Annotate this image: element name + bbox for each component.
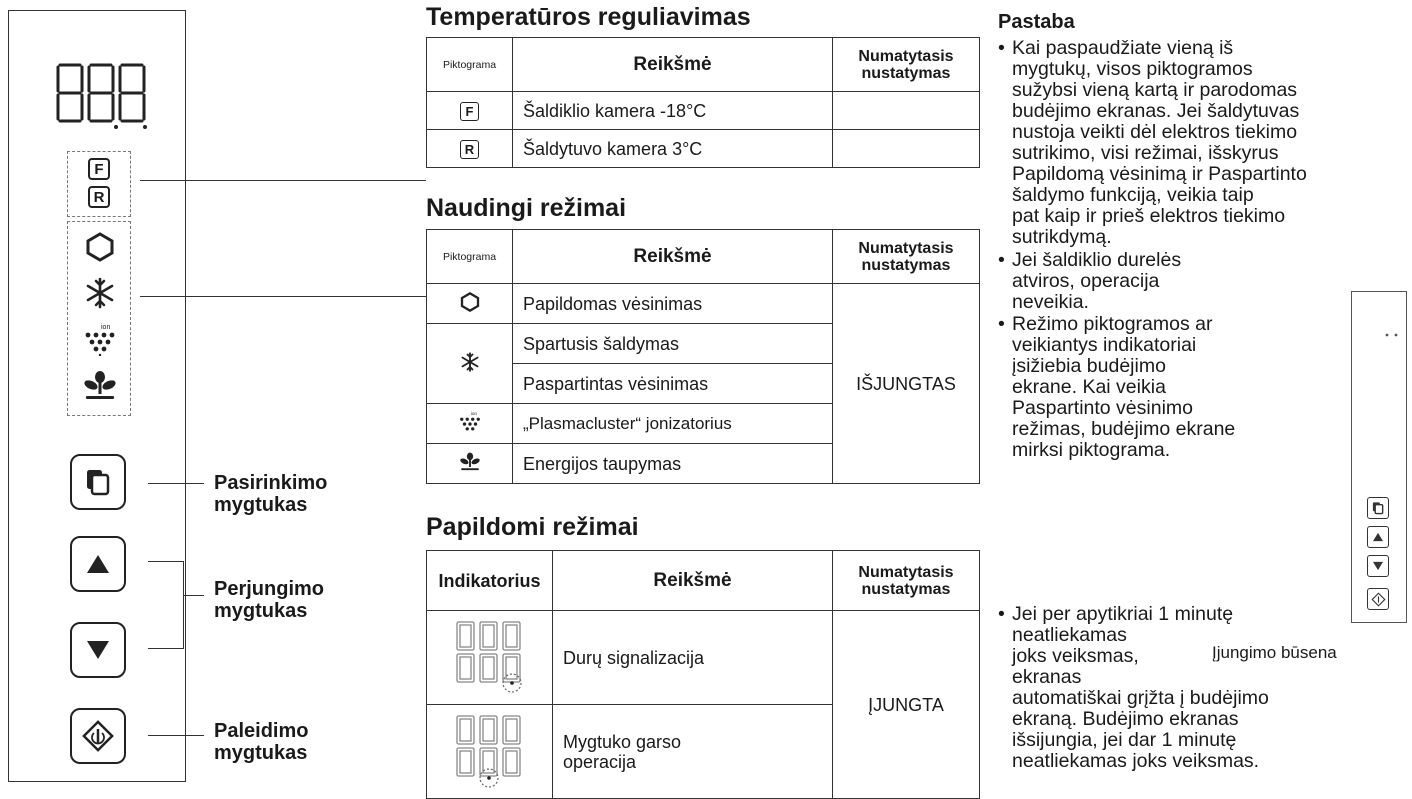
start-button[interactable] <box>70 708 126 764</box>
seven-segment-display <box>55 61 147 131</box>
col-header-value: Reikšmė <box>553 551 833 611</box>
bullet-dot: • <box>998 249 1005 271</box>
col-header-indicator: Indikatorius <box>427 551 553 611</box>
bullet-dot: • <box>998 37 1005 59</box>
row-value: Durų signalizacija <box>553 611 833 705</box>
note-title: Pastaba <box>998 11 1075 33</box>
snowflake-icon <box>84 277 116 309</box>
triangle-down-icon <box>85 639 111 661</box>
mini-panel <box>1351 291 1407 623</box>
col-header-icon: Piktograma <box>427 38 513 92</box>
temp-heading: Temperatūros reguliavimas <box>426 3 751 31</box>
hexagon-icon <box>85 232 115 262</box>
leader-line-down <box>148 648 184 649</box>
table-row <box>427 92 980 130</box>
hexagon-icon <box>460 292 480 312</box>
row-default: ĮJUNGTA <box>833 611 980 799</box>
row-default <box>833 92 980 130</box>
useful-heading: Naudingi režimai <box>426 194 627 222</box>
col-header-icon: Piktograma <box>427 230 513 284</box>
up-button[interactable] <box>70 536 126 592</box>
leaf-icon <box>459 452 481 472</box>
leader-line-up <box>148 561 184 562</box>
door-alarm-display-icon <box>455 618 525 694</box>
leaf-icon <box>83 370 117 402</box>
control-panel <box>8 10 186 782</box>
row-value: Šaldiklio kamera -18°C <box>513 92 833 130</box>
zone-icon-group <box>67 151 131 217</box>
svg-text:ion: ion <box>101 324 111 331</box>
row-default: IŠJUNGTAS <box>833 284 980 484</box>
extra-heading: Papildomi režimai <box>426 513 639 541</box>
mini-select-button <box>1367 497 1389 519</box>
col-header-default: Numatytasis nustatymas <box>833 551 980 611</box>
col-header-default: Numatytasis nustatymas <box>833 38 980 92</box>
mini-panel-caption: Įjungimo būsena <box>1212 643 1337 662</box>
table-row <box>427 611 980 705</box>
ion-icon <box>459 410 481 434</box>
row-value: Šaldytuvo kamera 3°C <box>513 130 833 168</box>
leader-line-switch <box>183 595 204 596</box>
col-header-value: Reikšmė <box>513 38 833 92</box>
bullet-dot: • <box>998 603 1005 625</box>
temp-table <box>426 37 980 168</box>
start-icon <box>1371 592 1386 607</box>
select-button[interactable] <box>70 454 126 510</box>
down-button[interactable] <box>70 622 126 678</box>
note-bullet-2: • Jei šaldiklio durelės atviros, operacija neveikia. <box>998 249 1182 313</box>
row-value: Papildomas vėsinimas <box>513 284 833 324</box>
freezer-zone-icon: F <box>88 158 110 180</box>
note-bullet-4: • Jei per apytikriai 1 minutę neatliekamas joks veiksmas, ekranas automatiškai grįžta į budėjimo ekraną. Budėjimo ekranas išsijungia, jei dar 1 minutę neatliekamas joks veiksmas. <box>998 603 1269 772</box>
triangle-up-icon <box>85 553 111 575</box>
leader-line-start <box>148 735 204 736</box>
button-sound-display-icon <box>455 712 525 788</box>
leader-line-select <box>148 483 204 484</box>
note-bullet-3: • Režimo piktogramos ar veikiantys indikatoriai įsižiebia budėjimo ekrane. Kai veikia Paspartinto vėsinimo režimas, budėjimo ekrane mirksi piktograma. <box>998 313 1236 461</box>
snowflake-icon <box>460 352 480 372</box>
select-icon <box>83 467 113 497</box>
row-value: Mygtuko garso operacija <box>553 705 833 799</box>
note-bullet-1: • Kai paspaudžiate vieną iš mygtukų, visos piktogramos sužybsi vieną kartą ir parodomas budėjimo ekranas. Jei šaldytuvas nustoja veikti dėl elektros tiekimo sutrikimo, visi režimai, išskyrus Papildomą vėsinimą ir Paspartinto šaldymo funkciją, veikia taip pat kaip ir prieš elektros tiekimo sutrikdymą. <box>998 37 1307 248</box>
select-button-label: Pasirinkimo mygtukas <box>214 472 328 516</box>
mode-icon-group <box>67 221 131 416</box>
row-value: „Plasmacluster“ jonizatorius <box>513 404 833 444</box>
freezer-zone-icon: F <box>460 102 479 121</box>
col-header-value: Reikšmė <box>513 230 833 284</box>
mini-down-button <box>1367 555 1389 577</box>
leader-line-zone <box>140 180 426 181</box>
select-icon <box>1371 501 1385 515</box>
fridge-zone-icon: R <box>88 186 110 208</box>
extra-table <box>426 550 980 799</box>
switch-button-label: Perjungimo mygtukas <box>214 578 325 622</box>
bullet-dot: • <box>998 313 1005 335</box>
table-row <box>427 130 980 168</box>
row-value: Spartusis šaldymas <box>513 324 833 364</box>
useful-table <box>426 229 980 484</box>
mini-up-button <box>1367 526 1389 548</box>
triangle-down-icon <box>1372 561 1384 571</box>
col-header-default: Numatytasis nustatymas <box>833 230 980 284</box>
row-value: Paspartintas vėsinimas <box>513 364 833 404</box>
row-value: Energijos taupymas <box>513 444 833 484</box>
svg-text:ion: ion <box>470 411 477 417</box>
display-dots-icon <box>1384 332 1400 338</box>
fridge-zone-icon: R <box>460 140 479 159</box>
table-row <box>427 284 980 324</box>
triangle-up-icon <box>1372 532 1384 542</box>
leader-line-mode <box>140 296 426 297</box>
start-button-label: Paleidimo mygtukas <box>214 720 309 764</box>
leader-line-switch-bracket <box>183 561 184 649</box>
mini-start-button <box>1367 588 1389 610</box>
start-icon <box>81 719 115 753</box>
row-default <box>833 130 980 168</box>
ion-icon <box>84 322 116 356</box>
